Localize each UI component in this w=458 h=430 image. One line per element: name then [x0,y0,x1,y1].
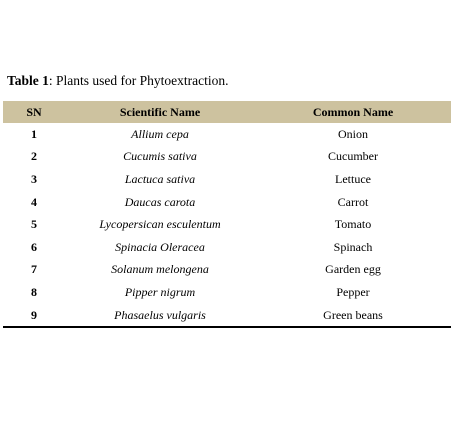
row-sn: 2 [31,149,37,164]
row-sn: 3 [31,171,37,186]
row-common-name: Onion [338,126,368,141]
table-caption-text: : Plants used for Phytoextraction. [48,73,229,88]
row-common-name: Pepper [336,284,370,299]
row-scientific-name: Solanum melongena [111,262,209,277]
table-row [3,213,451,236]
row-scientific-name: Cucumis sativa [123,149,197,164]
row-sn: 1 [31,126,37,141]
table-caption [7,72,229,90]
table-row [3,191,451,214]
table-bottom-rule [3,326,451,328]
row-common-name: Lettuce [335,171,371,186]
row-common-name: Garden egg [325,262,381,277]
table-header [3,101,451,123]
table-header-row [3,101,451,123]
plants-table [3,101,451,326]
row-common-name: Tomato [334,217,372,232]
row-sn: 7 [31,262,37,277]
table-row [3,146,451,169]
row-scientific-name: Phasaelus vulgaris [114,307,206,322]
plants-table-container [3,101,451,328]
row-sn: 9 [31,307,37,322]
row-common-name: Green beans [323,307,383,322]
row-scientific-name: Daucas carota [124,194,196,209]
table-row [3,259,451,282]
row-scientific-name: Pipper nigrum [124,284,196,299]
table-row [3,168,451,191]
row-sn: 6 [31,239,37,254]
row-sn: 8 [31,284,37,299]
row-scientific-name: Allium cepa [131,126,189,141]
header-sn: SN [26,104,42,119]
row-sn: 4 [31,194,37,209]
table-body [3,123,451,326]
table-row [3,304,451,327]
row-scientific-name: Lactuca sativa [124,171,196,186]
table-row [3,281,451,304]
header-scientific-name: Scientific Name [119,104,201,119]
row-common-name: Spinach [333,239,373,254]
header-common-name: Common Name [312,104,394,119]
table-row [3,236,451,259]
table-caption-label: Table 1 [7,73,49,88]
row-scientific-name: Spinacia Oleracea [115,239,205,254]
row-common-name: Carrot [337,194,369,209]
row-scientific-name: Lycopersican esculentum [99,217,221,232]
row-sn: 5 [31,217,37,232]
row-common-name: Cucumber [328,149,378,164]
table-row [3,123,451,146]
